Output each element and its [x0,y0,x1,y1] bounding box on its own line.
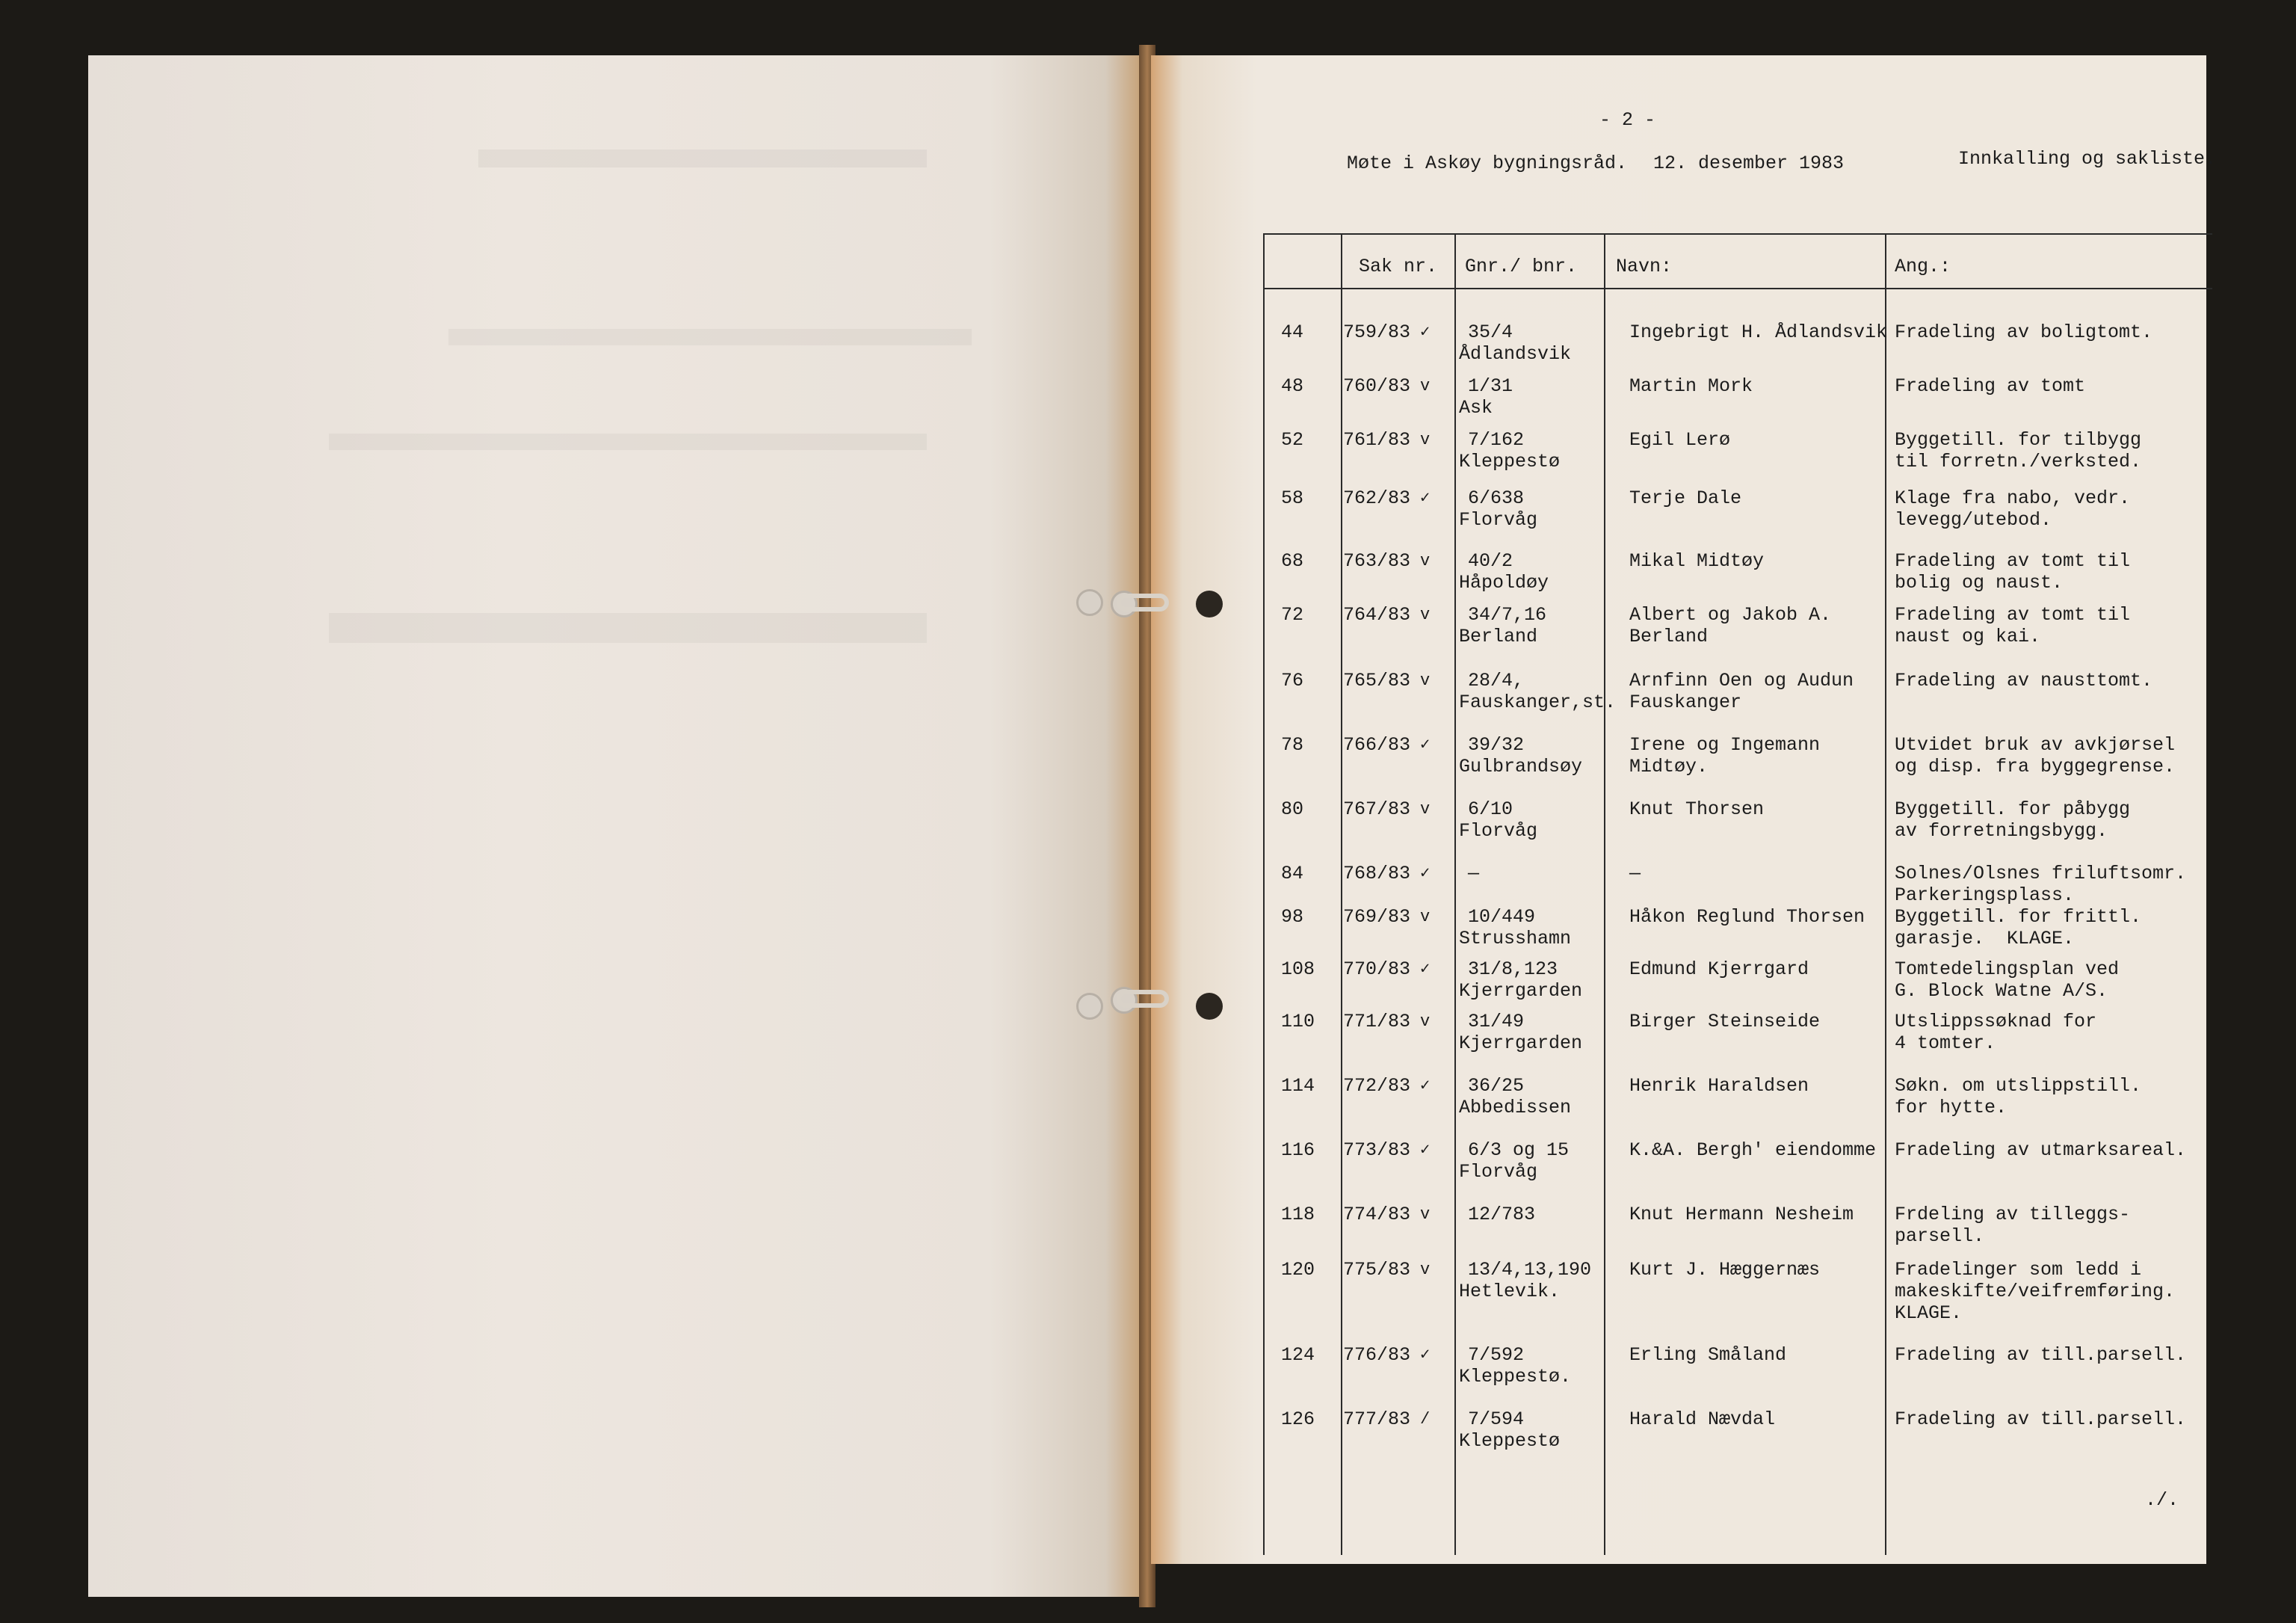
binder-ring [1117,594,1169,612]
bleed-through [478,150,927,167]
case-number: 108 [1281,958,1315,980]
table-row [1263,487,2212,547]
case-number: 114 [1281,1075,1315,1097]
applicant-name: Martin Mork [1629,375,1753,397]
location: Fauskanger,st. [1459,692,1617,713]
applicant-name: Arnfinn Oen og Audun [1629,670,1854,692]
table-row [1263,321,2212,381]
document-type: Innkalling og sakliste. [1958,148,2217,170]
sak-number: 760/83 [1343,375,1411,397]
meeting-date: 12. desember 1983 [1653,153,1845,174]
applicant-name: Mikal Midtøy [1629,550,1765,572]
location: Hetlevik. [1459,1281,1561,1302]
check-mark: / [1420,1410,1431,1429]
sak-number: 773/83 [1343,1139,1411,1161]
subject-cont: makeskifte/veifremføring. [1895,1281,2176,1302]
location: Florvåg [1459,509,1538,531]
table-row [1263,604,2212,664]
sak-number: 759/83 [1343,321,1411,343]
table-row [1263,1075,2212,1135]
applicant-name-cont: Fauskanger [1629,692,1742,713]
subject: Byggetill. for påbygg [1895,798,2131,820]
subject: Fradeling av tomt til [1895,604,2131,626]
subject: Byggetill. for frittl. [1895,906,2142,928]
table-row [1263,906,2212,966]
case-number: 126 [1281,1408,1315,1430]
check-mark: v [1420,908,1431,926]
subject-cont: KLAGE. [1895,1302,1963,1324]
check-mark: ✓ [1420,323,1431,342]
check-mark: v [1420,1012,1431,1031]
gnr-bnr: 31/49 [1468,1011,1525,1032]
check-mark: ✓ [1420,736,1431,754]
binder-hole [1196,993,1223,1020]
applicant-name: — [1629,863,1641,884]
sak-number: 764/83 [1343,604,1411,626]
location: Berland [1459,626,1538,647]
continuation-mark: ./. [2145,1489,2179,1511]
bleed-through [448,329,972,345]
table-row [1263,375,2212,435]
sak-number: 765/83 [1343,670,1411,692]
subject: Fradeling av till.parsell. [1895,1344,2187,1366]
subject-cont: av forretningsbygg. [1895,820,2108,842]
check-mark: v [1420,377,1431,395]
binder-hole [1076,589,1103,616]
location: Strusshamn [1459,928,1572,949]
left-page [88,55,1148,1597]
subject: Byggetill. for tilbygg [1895,429,2142,451]
location: Kjerrgarden [1459,980,1583,1002]
subject-cont: levegg/utebod. [1895,509,2052,531]
location: Håpoldøy [1459,572,1549,594]
case-number: 58 [1281,487,1304,509]
gnr-bnr: 31/8,123 [1468,958,1558,980]
applicant-name: Albert og Jakob A. [1629,604,1832,626]
gnr-bnr: — [1468,863,1480,884]
sak-number: 767/83 [1343,798,1411,820]
subject: Fradeling av boligtomt. [1895,321,2153,343]
case-number: 98 [1281,906,1304,928]
subject-cont: til forretn./verksted. [1895,451,2142,472]
subject-cont: G. Block Watne A/S. [1895,980,2108,1002]
sak-number: 769/83 [1343,906,1411,928]
case-number: 110 [1281,1011,1315,1032]
subject: Fradelinger som ledd i [1895,1259,2142,1281]
subject: Klage fra nabo, vedr. [1895,487,2131,509]
applicant-name: Henrik Haraldsen [1629,1075,1809,1097]
location: Kjerrgarden [1459,1032,1583,1054]
gnr-bnr: 6/10 [1468,798,1513,820]
gnr-bnr: 40/2 [1468,550,1513,572]
case-number: 84 [1281,863,1304,884]
subject-cont: 4 tomter. [1895,1032,1996,1054]
applicant-name: Ingebrigt H. Ådlandsvik [1629,321,1888,343]
subject: Fradeling av tomt [1895,375,2086,397]
table-header-border [1263,288,2212,289]
case-number: 118 [1281,1204,1315,1225]
applicant-name: Knut Hermann Nesheim [1629,1204,1854,1225]
table-top-border [1263,233,2212,235]
case-number: 72 [1281,604,1304,626]
location: Florvåg [1459,820,1538,842]
subject: Søkn. om utslippstill. [1895,1075,2142,1097]
sak-number: 772/83 [1343,1075,1411,1097]
check-mark: v [1420,552,1431,570]
case-number: 116 [1281,1139,1315,1161]
subject-cont: bolig og naust. [1895,572,2064,594]
binder-hole [1076,993,1103,1020]
subject-cont: naust og kai. [1895,626,2041,647]
table-row [1263,1259,2212,1324]
gnr-bnr: 6/3 og 15 [1468,1139,1570,1161]
subject-cont: for hytte. [1895,1097,2008,1118]
binder-hole [1196,591,1223,618]
location: Gulbrandsøy [1459,756,1583,777]
table-row [1263,958,2212,1018]
location: Ask [1459,397,1493,419]
check-mark: ✓ [1420,1141,1431,1159]
subject: Fradeling av utmarksareal. [1895,1139,2187,1161]
subject: Fradeling av till.parsell. [1895,1408,2187,1430]
gnr-bnr: 35/4 [1468,321,1513,343]
gnr-bnr: 7/162 [1468,429,1525,451]
location: Kleppestø [1459,451,1561,472]
col-header-ang: Ang.: [1895,256,1951,277]
subject: Tomtedelingsplan ved [1895,958,2120,980]
col-header-name: Navn: [1616,256,1673,277]
gnr-bnr: 1/31 [1468,375,1513,397]
bleed-through [329,613,927,643]
case-number: 80 [1281,798,1304,820]
bleed-through [329,434,927,450]
gnr-bnr: 10/449 [1468,906,1536,928]
applicant-name: Kurt J. Hæggernæs [1629,1259,1821,1281]
table-row [1263,550,2212,610]
sak-number: 774/83 [1343,1204,1411,1225]
check-mark: ✓ [1420,1346,1431,1364]
sak-number: 775/83 [1343,1259,1411,1281]
check-mark: ✓ [1420,960,1431,979]
subject: Solnes/Olsnes friluftsomr. [1895,863,2187,884]
applicant-name: Edmund Kjerrgard [1629,958,1809,980]
sak-number: 762/83 [1343,487,1411,509]
location: Ådlandsvik [1459,343,1572,365]
applicant-name: Birger Steinseide [1629,1011,1821,1032]
sak-number: 777/83 [1343,1408,1411,1430]
case-number: 78 [1281,734,1304,756]
applicant-name: Irene og Ingemann [1629,734,1821,756]
sak-number: 766/83 [1343,734,1411,756]
applicant-name: Knut Thorsen [1629,798,1765,820]
case-number: 52 [1281,429,1304,451]
sak-number: 771/83 [1343,1011,1411,1032]
sak-number: 761/83 [1343,429,1411,451]
check-mark: v [1420,431,1431,449]
applicant-name: Harald Nævdal [1629,1408,1776,1430]
location: Kleppestø. [1459,1366,1572,1388]
gnr-bnr: 36/25 [1468,1075,1525,1097]
subject: Fradeling av tomt til [1895,550,2131,572]
gnr-bnr: 39/32 [1468,734,1525,756]
applicant-name: Egil Lerø [1629,429,1731,451]
check-mark: ✓ [1420,1077,1431,1095]
check-mark: ✓ [1420,489,1431,508]
page-number: - 2 - [1599,109,1656,131]
table-row [1263,734,2212,794]
gnr-bnr: 6/638 [1468,487,1525,509]
applicant-name: Håkon Reglund Thorsen [1629,906,1866,928]
table-row [1263,1011,2212,1071]
check-mark: v [1420,800,1431,819]
applicant-name: K.&A. Bergh' eiendomme [1629,1139,1877,1161]
sak-number: 763/83 [1343,550,1411,572]
location: Kleppestø [1459,1430,1561,1452]
case-number: 48 [1281,375,1304,397]
col-header-sak: Sak nr. [1359,256,1438,277]
subject: Frdeling av tilleggs- [1895,1204,2131,1225]
check-mark: ✓ [1420,864,1431,883]
applicant-name-cont: Berland [1629,626,1709,647]
subject: Utslippssøknad for [1895,1011,2097,1032]
gnr-bnr: 7/592 [1468,1344,1525,1366]
sak-number: 776/83 [1343,1344,1411,1366]
table-row [1263,670,2212,730]
applicant-name-cont: Midtøy. [1629,756,1709,777]
check-mark: v [1420,671,1431,690]
gnr-bnr: 34/7,16 [1468,604,1547,626]
subject-cont: og disp. fra byggegrense. [1895,756,2176,777]
table-row [1263,1344,2212,1404]
case-number: 120 [1281,1259,1315,1281]
case-table [1263,233,2212,1555]
table-row [1263,1408,2212,1468]
meeting-title: Møte i Askøy bygningsråd. [1347,153,1628,174]
table-row [1263,429,2212,489]
case-number: 76 [1281,670,1304,692]
applicant-name: Erling Småland [1629,1344,1787,1366]
table-row [1263,798,2212,858]
case-number: 44 [1281,321,1304,343]
subject-cont: parsell. [1895,1225,1985,1247]
gnr-bnr: 13/4,13,190 [1468,1259,1592,1281]
gnr-bnr: 28/4, [1468,670,1525,692]
sak-number: 768/83 [1343,863,1411,884]
location: Florvåg [1459,1161,1538,1183]
case-number: 68 [1281,550,1304,572]
binder-ring [1117,990,1169,1008]
case-number: 124 [1281,1344,1315,1366]
table-row [1263,1139,2212,1199]
check-mark: v [1420,606,1431,624]
subject-cont: garasje. KLAGE. [1895,928,2075,949]
applicant-name: Terje Dale [1629,487,1742,509]
location: Abbedissen [1459,1097,1572,1118]
subject-cont: Parkeringsplass. [1895,884,2075,906]
subject: Fradeling av nausttomt. [1895,670,2153,692]
check-mark: v [1420,1205,1431,1224]
gnr-bnr: 12/783 [1468,1204,1536,1225]
table-row [1263,1204,2212,1263]
check-mark: v [1420,1260,1431,1279]
gnr-bnr: 7/594 [1468,1408,1525,1430]
col-header-gnr: Gnr./ bnr. [1465,256,1578,277]
subject: Utvidet bruk av avkjørsel [1895,734,2176,756]
sak-number: 770/83 [1343,958,1411,980]
